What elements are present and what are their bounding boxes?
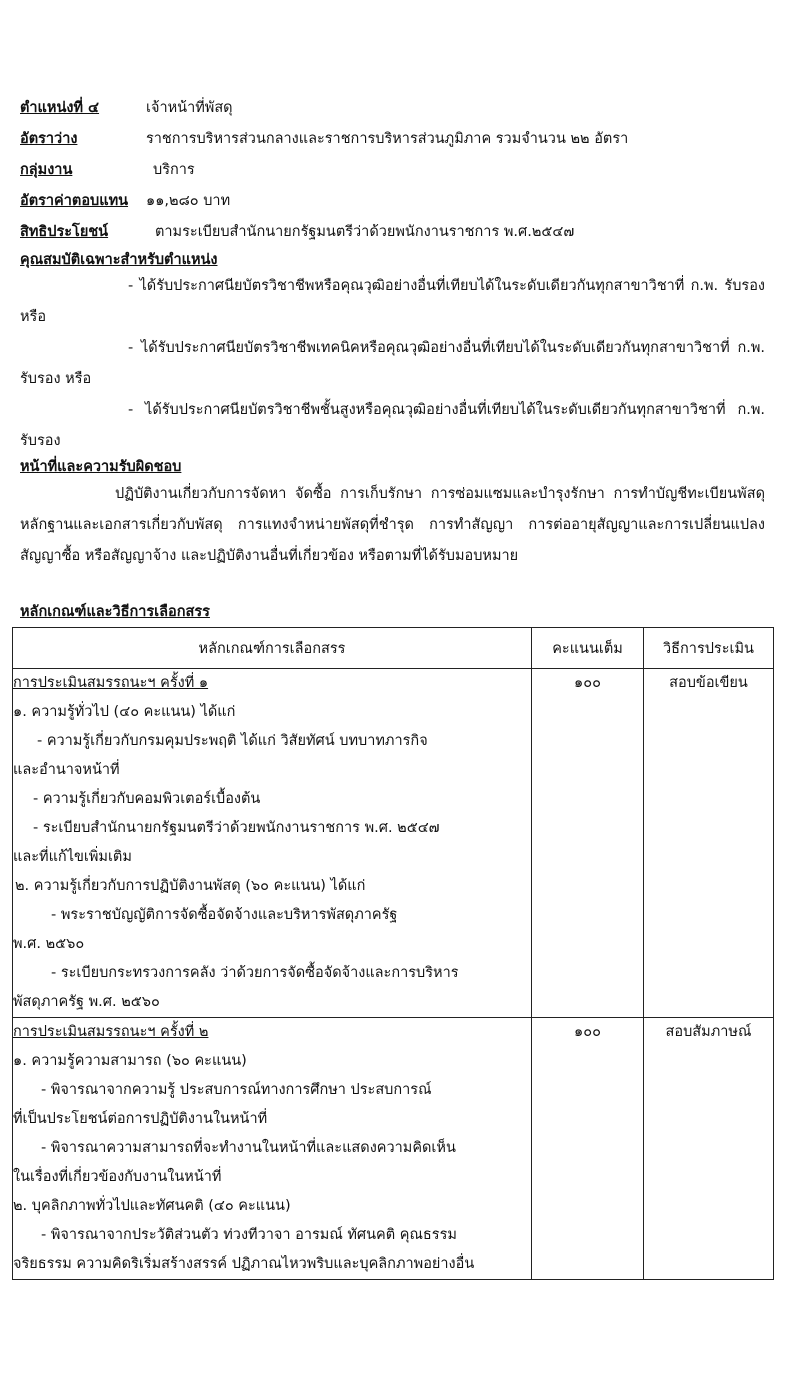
criteria-line: - พิจารณาจากความรู้ ประสบการณ์ทางการศึกษา ประสบการณ์ bbox=[41, 1082, 432, 1098]
round2-title: การประเมินสมรรถนะฯ ครั้งที่ ๒ bbox=[13, 1024, 209, 1040]
criteria-line: จริยธรรม ความคิดริเริ่มสร้างสรรค์ ปฏิภาณไหวพริบและบุคลิกภาพอย่างอื่น bbox=[13, 1256, 475, 1272]
benefits-label: สิทธิประโยชน์ bbox=[20, 224, 109, 240]
criteria-line: ๒. บุคลิกภาพทั่วไปและทัศนคติ (๔๐ คะแนน) bbox=[13, 1198, 291, 1214]
criteria-line: พัสดุภาครัฐ พ.ศ. ๒๕๖๐ bbox=[13, 994, 160, 1010]
qualifications-list bbox=[20, 271, 765, 457]
round1-title: การประเมินสมรรถนะฯ ครั้งที่ ๑ bbox=[13, 675, 209, 691]
criteria-line: ๑. ความรู้ความสามารถ (๖๐ คะแนน) bbox=[13, 1053, 247, 1069]
criteria-line: ในเรื่องที่เกี่ยวข้องกับงานในหน้าที่ bbox=[13, 1169, 222, 1185]
vacancy-label: อัตราว่าง bbox=[20, 131, 78, 147]
duties-text: ปฏิบัติงานเกี่ยวกับการจัดหา จัดซื้อ การเก็บรักษา การซ่อมแซมและบำรุงรักษา การทำบัญชีทะเบียนพัสดุ หลักฐานและเอกสารเกี่ยวกับพัสดุ การแทงจำหน่ายพัสดุที่ชำรุด การทำสัญญา การต่ออายุสัญญาและการเปลี่ยนแปลงสัญญาซื้อ หรือสัญญาจ้าง และปฏิบัติงานอื่นที่เกี่ยวข้อง หรือตามที่ได้รับมอบหมาย bbox=[20, 486, 765, 564]
salary-label: อัตราค่าตอบแทน bbox=[20, 193, 129, 209]
criteria-line: และอำนาจหน้าที่ bbox=[13, 762, 120, 778]
criteria-line: - ความรู้เกี่ยวกับกรมคุมประพฤติ ได้แก่ วิสัยทัศน์ บทบาทภารกิจ bbox=[37, 733, 428, 749]
group-field bbox=[20, 158, 195, 181]
column-header-criteria: หลักเกณฑ์การเลือกสรร bbox=[13, 628, 532, 669]
criteria-line: พ.ศ. ๒๕๖๐ bbox=[13, 936, 85, 952]
round2-method: สอบสัมภาษณ์ bbox=[644, 1018, 774, 1280]
vacancy-field bbox=[20, 127, 628, 150]
column-header-method: วิธีการประเมิน bbox=[644, 628, 774, 669]
group-label: กลุ่มงาน bbox=[20, 162, 73, 178]
qualifications-title: คุณสมบัติเฉพาะสำหรับตำแหน่ง bbox=[20, 252, 218, 268]
criteria-line: ๒. ความรู้เกี่ยวกับการปฏิบัติงานพัสดุ (๖๐ คะแนน) ได้แก่ bbox=[15, 878, 366, 894]
round1-method: สอบข้อเขียน bbox=[644, 669, 774, 1018]
qualification-item: - ได้รับประกาศนียบัตรวิชาชีพหรือคุณวุฒิอย่างอื่นที่เทียบได้ในระดับเดียวกันทุกสาขาวิชาที่ ก.พ. รับรอง หรือ bbox=[20, 278, 765, 325]
benefits-value: ตามระเบียบสำนักนายกรัฐมนตรีว่าด้วยพนักงานราชการ พ.ศ.๒๕๔๗ bbox=[155, 224, 575, 240]
salary-value: ๑๑,๒๘๐ บาท bbox=[146, 193, 231, 209]
table-row bbox=[13, 669, 774, 1018]
criteria-line: - ระเบียบกระทรวงการคลัง ว่าด้วยการจัดซื้อจัดจ้างและการบริหาร bbox=[51, 965, 459, 981]
criteria-line: และที่แก้ไขเพิ่มเติม bbox=[13, 849, 132, 865]
qualification-item: - ได้รับประกาศนียบัตรวิชาชีพเทคนิคหรือคุณวุฒิอย่างอื่นที่เทียบได้ในระดับเดียวกันทุกสาขาวิชาที่ ก.พ. รับรอง หรือ bbox=[20, 340, 765, 387]
table-row bbox=[13, 1018, 774, 1280]
criteria-line: - พิจารณาความสามารถที่จะทำงานในหน้าที่และแสดงความคิดเห็น bbox=[41, 1140, 456, 1156]
criteria-line: ที่เป็นประโยชน์ต่อการปฏิบัติงานในหน้าที่ bbox=[13, 1111, 268, 1127]
criteria-line: - ความรู้เกี่ยวกับคอมพิวเตอร์เบื้องต้น bbox=[33, 791, 261, 807]
position-value: เจ้าหน้าที่พัสดุ bbox=[146, 100, 233, 116]
round1-criteria-cell bbox=[13, 669, 532, 1018]
round2-criteria-cell bbox=[13, 1018, 532, 1280]
vacancy-value: ราชการบริหารส่วนกลางและราชการบริหารส่วนภูมิภาค รวมจำนวน ๒๒ อัตรา bbox=[146, 131, 629, 147]
salary-field bbox=[20, 189, 230, 212]
group-value: บริการ bbox=[153, 162, 195, 178]
criteria-line: - พิจารณาจากประวัติส่วนตัว ท่วงทีวาจา อารมณ์ ทัศนคติ คุณธรรม bbox=[41, 1227, 457, 1243]
round1-score: ๑๐๐ bbox=[532, 669, 644, 1018]
selection-criteria-table bbox=[12, 627, 774, 1280]
duties-title: หน้าที่และความรับผิดชอบ bbox=[20, 459, 182, 475]
duties-text-block bbox=[20, 479, 765, 572]
benefits-field bbox=[20, 220, 574, 243]
position-field bbox=[20, 96, 233, 119]
column-header-score: คะแนนเต็ม bbox=[532, 628, 644, 669]
criteria-line: - พระราชบัญญัติการจัดซื้อจัดจ้างและบริหารพัสดุภาครัฐ bbox=[51, 907, 398, 923]
round2-score: ๑๐๐ bbox=[532, 1018, 644, 1280]
qualification-item: - ได้รับประกาศนียบัตรวิชาชีพชั้นสูงหรือคุณวุฒิอย่างอื่นที่เทียบได้ในระดับเดียวกันทุกสาขาวิชาที่ ก.พ. รับรอง bbox=[20, 402, 765, 449]
criteria-line: ๑. ความรู้ทั่วไป (๔๐ คะแนน) ได้แก่ bbox=[13, 704, 236, 720]
selection-title: หลักเกณฑ์และวิธีการเลือกสรร bbox=[20, 604, 210, 620]
table-header-row bbox=[13, 628, 774, 669]
criteria-line: - ระเบียบสำนักนายกรัฐมนตรีว่าด้วยพนักงานราชการ พ.ศ. ๒๕๔๗ bbox=[33, 820, 440, 836]
position-label: ตำแหน่งที่ ๔ bbox=[20, 100, 100, 116]
